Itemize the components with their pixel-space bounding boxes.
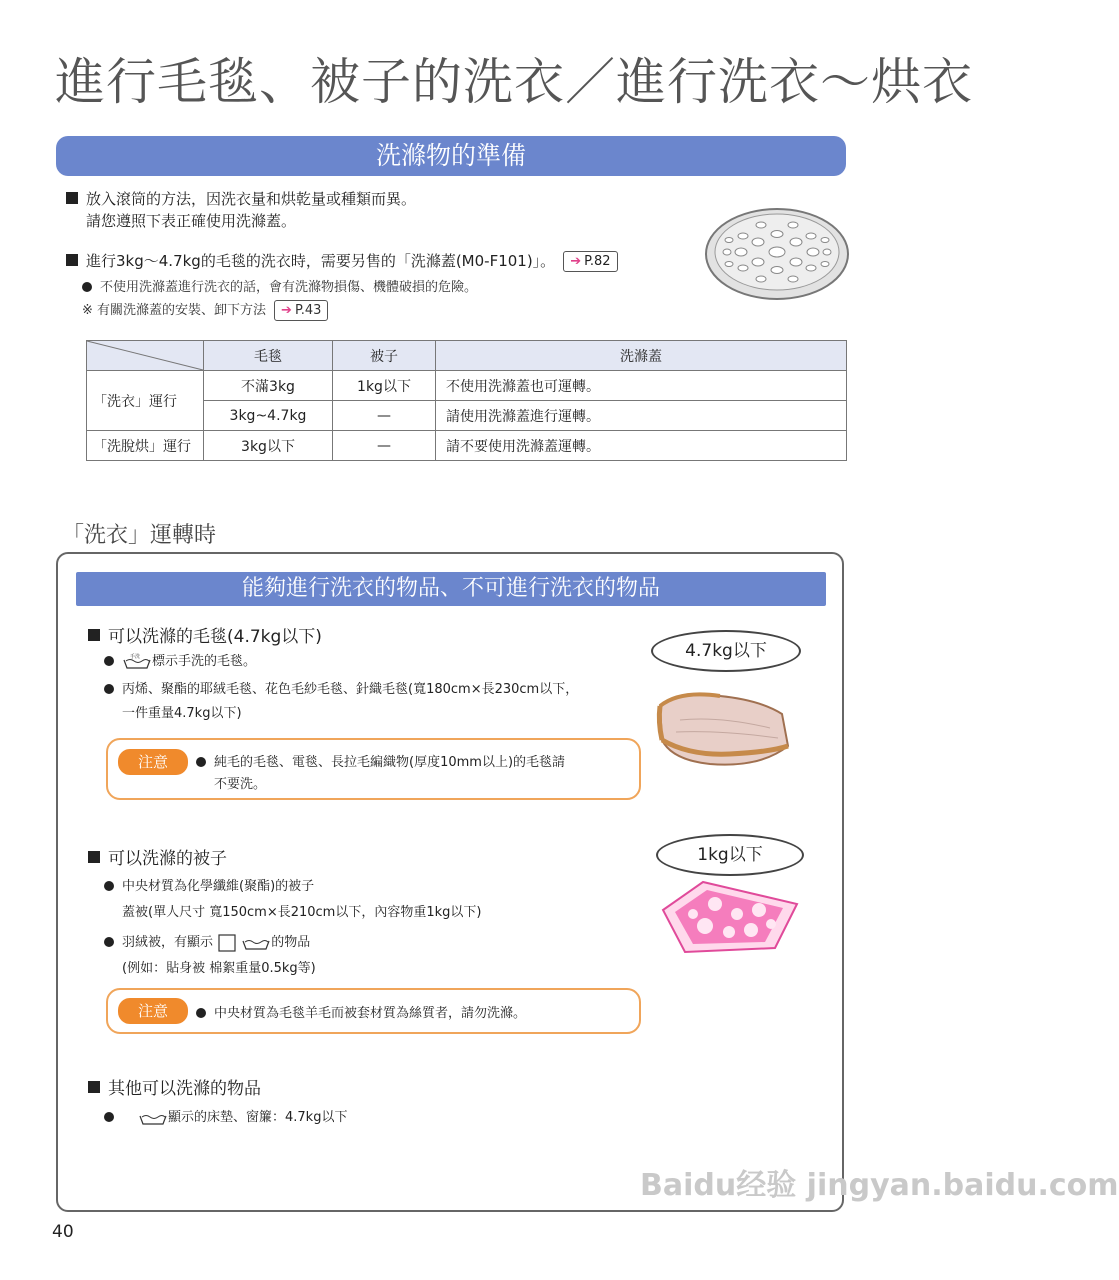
- table-cell: 請不要使用洗滌蓋運轉。: [436, 431, 847, 461]
- other-bullet1: [104, 1106, 347, 1126]
- quilt-bullet1-line1: 中央材質為化學纖維(聚酯)的被子: [122, 879, 315, 894]
- weight-bubble-quilt: 1kg以下: [656, 834, 804, 876]
- quilt-bullet1: [104, 874, 481, 926]
- table-cell: 3kg以下: [204, 431, 333, 461]
- blanket-caution-line2: 不要洗。: [214, 777, 267, 792]
- round-bullet-icon: [104, 881, 114, 891]
- quilt-bullet2-line2: (例如：貼身被 棉絮重量0.5kg等): [122, 961, 316, 976]
- col-header-blanket: 毛毯: [204, 341, 333, 371]
- quilt-caution-line: 中央材質為毛毯羊毛而被套材質為絲質者，請勿洗滌。: [214, 1006, 527, 1021]
- quilt-bullet2-post: 的物品: [271, 935, 311, 950]
- page-ref-p43-label: P.43: [294, 303, 322, 318]
- blanket-caution-line1: 純毛的毛毯、電毯、長拉毛編織物(厚度10mm以上)的毛毯請: [214, 755, 566, 770]
- handwash-icon: [241, 935, 271, 951]
- weight-bubble-blanket: 4.7kg以下: [651, 630, 801, 672]
- round-bullet-icon: [104, 937, 114, 947]
- table-cell: —: [333, 401, 436, 431]
- page-ref-p82[interactable]: [563, 251, 617, 272]
- caution-tag: 注意: [118, 749, 188, 775]
- quilt-illustration: [655, 870, 800, 960]
- blanket-title-text: 可以洗滌的毛毯(4.7kg以下): [108, 627, 322, 647]
- prep-sub2-text: ※ 有關洗滌蓋的安裝、卸下方法: [82, 303, 267, 318]
- handwash-icon: [122, 654, 152, 670]
- other-title: [88, 1074, 261, 1099]
- prep-bullet1-line2: 請您遵照下表正確使用洗滌蓋。: [86, 212, 297, 230]
- round-bullet-icon: [104, 1112, 114, 1122]
- col-header-cover: 洗滌蓋: [436, 341, 847, 371]
- round-bullet-icon: [82, 282, 92, 292]
- blanket-bullet2: [104, 678, 578, 726]
- square-bullet-icon: [88, 629, 100, 641]
- section-header-prep: 洗滌物的準備: [56, 136, 846, 176]
- table-row: [87, 431, 847, 461]
- quilt-caution-text: [196, 1002, 526, 1021]
- wash-cover-table: [86, 340, 847, 461]
- quilt-caution-box: [106, 988, 641, 1034]
- prep-bullet2-text: 進行3kg～4.7kg的毛毯的洗衣時，需要另售的「洗滌蓋(M0-F101)」。: [86, 252, 556, 270]
- table-cell: 1kg以下: [333, 371, 436, 401]
- square-bullet-icon: [66, 192, 78, 204]
- table-cell: 3kg~4.7kg: [204, 401, 333, 431]
- prep-bullet1-line1: 放入滾筒的方法，因洗衣量和烘乾量或種類而異。: [86, 190, 417, 208]
- round-bullet-icon: [196, 1008, 206, 1018]
- blanket-bullet2-line1: 丙烯、聚酯的耶絨毛毯、花色毛紗毛毯、針織毛毯(寬180cm×長230cm以下，: [122, 682, 579, 697]
- handwash-label: 手洗: [130, 653, 141, 660]
- square-bullet-icon: [88, 851, 100, 863]
- table-cell: 不滿3kg: [204, 371, 333, 401]
- round-bullet-icon: [104, 656, 114, 666]
- col-header-quilt: 被子: [333, 341, 436, 371]
- square-bullet-icon: [66, 254, 78, 266]
- quilt-bullet2-pre: 羽絨被，有顯示: [122, 935, 214, 950]
- section-header-washable: 能夠進行洗衣的物品、不可進行洗衣的物品: [76, 572, 826, 606]
- blanket-title: [88, 622, 322, 647]
- table-cell: 不使用洗滌蓋也可運轉。: [436, 371, 847, 401]
- blanket-bullet1: [104, 650, 256, 670]
- other-title-text: 其他可以洗滌的物品: [108, 1079, 261, 1099]
- prep-bullet2: [66, 250, 618, 272]
- table-cell: 請使用洗滌蓋進行運轉。: [436, 401, 847, 431]
- round-bullet-icon: [196, 757, 206, 767]
- caution-tag: 注意: [118, 998, 188, 1024]
- prep-sub2: [82, 299, 328, 321]
- wash-section-heading: 「洗衣」運轉時: [62, 523, 217, 548]
- square-bullet-icon: [88, 1081, 100, 1093]
- blanket-caution-text: [196, 752, 565, 796]
- dry-frame-icon: [217, 933, 237, 953]
- row-label-dry: 「洗脫烘」運行: [87, 431, 204, 461]
- page-title: 進行毛毯、被子的洗衣／進行洗衣～烘衣: [55, 53, 973, 111]
- quilt-title: [88, 844, 227, 869]
- blanket-bullet1-text: 標示手洗的毛毯。: [152, 654, 257, 669]
- prep-sub1-text: 不使用洗滌蓋進行洗衣的話，會有洗滌物損傷、機體破損的危險。: [100, 280, 478, 295]
- round-bullet-icon: [104, 684, 114, 694]
- other-bullet1-text: 顯示的床墊、窗簾：4.7kg以下: [168, 1110, 348, 1125]
- page-ref-p43[interactable]: [274, 300, 328, 321]
- page-number: 40: [52, 1222, 74, 1242]
- blanket-bullet2-line2: 一件重量4.7kg以下): [122, 706, 242, 721]
- table-header-row: [87, 341, 847, 371]
- prep-sub1: [82, 276, 477, 295]
- arrow-right-icon: ➔: [570, 254, 582, 269]
- watermark: Baidu经验 jingyan.baidu.com: [640, 1168, 1119, 1203]
- prep-bullet1: [66, 188, 416, 232]
- quilt-bullet2: [104, 930, 316, 982]
- wash-cover-illustration: [703, 206, 851, 302]
- table-row: [87, 371, 847, 401]
- page-ref-p82-label: P.82: [584, 254, 611, 269]
- handwash-icon: [138, 1110, 168, 1126]
- quilt-bullet1-line2: 蓋被(單人尺寸 寬150cm×長210cm以下，內容物重1kg以下): [122, 905, 482, 920]
- row-label-wash: 「洗衣」運行: [87, 371, 204, 431]
- blanket-caution-box: [106, 738, 641, 800]
- table-cell: —: [333, 431, 436, 461]
- quilt-title-text: 可以洗滌的被子: [108, 849, 227, 869]
- table-corner-cell: [87, 341, 204, 371]
- arrow-right-icon: ➔: [281, 303, 292, 318]
- diagonal-line-icon: [87, 341, 203, 370]
